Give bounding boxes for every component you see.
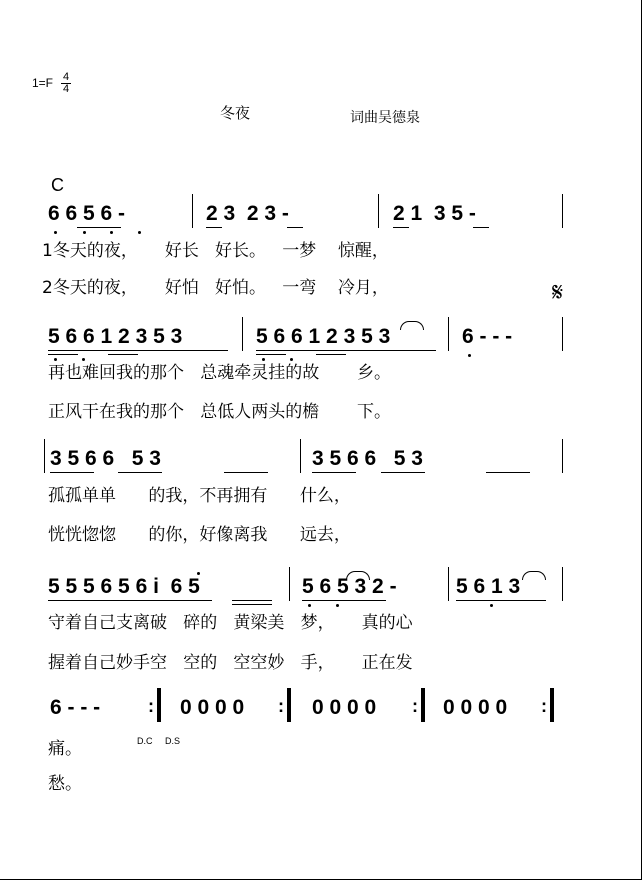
measure-notes: 0 0 0 0 [443,696,508,719]
low-octave-dot [490,604,493,607]
repeat-colon: : [541,696,547,716]
measure-notes: 5 5 5 6 5 6 i 6 5 [48,575,200,598]
underline [287,227,303,228]
underline [473,227,489,228]
tie-arc [400,321,424,330]
measure-notes: 6 6 5 6 - [48,202,126,225]
underline [108,354,138,355]
underline [232,604,272,605]
repeat-colon: : [148,696,154,716]
low-octave-dot [308,604,311,607]
underline [302,600,386,601]
bar-line [289,567,290,601]
measure-notes: 3 5 6 6 5 3 [312,447,423,470]
low-octave-dot [83,231,86,234]
low-octave-dot [336,604,339,607]
bar-line [378,194,379,228]
underline [393,227,409,228]
bar-line [300,439,301,473]
tie-arc [346,571,370,580]
underline [486,472,530,473]
repeat-bar-line [421,688,425,722]
lyric-line: 愁。 [48,774,82,794]
low-octave-dot [138,231,141,234]
bar-line [192,194,193,228]
underline [224,472,268,473]
underline [256,354,286,355]
measure-notes: 6 - - - [462,325,513,348]
bar-line [448,567,449,601]
underline [206,227,222,228]
underline [77,227,121,228]
measure-notes: 0 0 0 0 [180,696,245,719]
time-signature [61,72,71,95]
underline [48,600,212,601]
lyric-line: 痛。 [48,739,82,759]
underline [118,472,162,473]
lyric-line: 恍恍惚惚 的你，好像离我 远去， [48,525,351,545]
key-signature: 1=F [32,76,54,90]
bar-line [562,439,563,473]
underline [50,472,94,473]
lyric-line: 再也难回我的那个 总魂牵灵挂的故 乡。 [48,363,392,383]
underline [232,600,272,601]
underline [256,350,436,351]
bar-line [44,439,45,473]
bar-line [448,317,449,351]
song-title: 冬夜 [220,104,251,122]
measure-notes: 6 - - - [50,696,101,719]
repeat-bar-line [550,688,554,722]
measure-notes: 5 6 1 3 [456,575,521,598]
bar-line [562,567,563,601]
underline [316,354,346,355]
bar-line [242,317,243,351]
song-credit: 词曲吴德泉 [350,110,420,126]
tie-arc [522,571,546,580]
measure-notes: 0 0 0 0 [312,696,377,719]
dc-mark: D.C [137,736,153,746]
repeat-bar-line [287,688,291,722]
lyric-line: 孤孤单单 的我，不再拥有 什么， [48,486,351,506]
high-octave-dot [197,572,200,575]
ds-mark: D.S [165,736,181,746]
underline [48,350,228,351]
time-signature-top: 4 [62,71,70,83]
bar-line [562,194,563,228]
repeat-colon: : [278,696,284,716]
lyric-line: 握着自己妙手空 空的 空空妙 手， 正在发 [48,653,413,673]
underline [312,472,356,473]
segno-icon: 𝄋 [552,278,564,308]
underline [48,354,78,355]
lyric-line: 守着自己支离破 碎的 黄梁美 梦， 真的心 [48,613,413,633]
measure-notes: 2 3 2 3 - [206,202,289,225]
repeat-colon: : [412,696,418,716]
underline [456,600,546,601]
lyric-line: 1冬天的夜， 好长 好长。 一梦 惊醒， [42,241,389,261]
time-signature-bottom: 4 [62,83,70,95]
low-octave-dot [468,354,471,357]
lyric-line: 2冬天的夜， 好怕 好怕。 一弯 冷月， [42,278,389,298]
low-octave-dot [54,231,57,234]
measure-notes: 5 6 6 1 2 3 5 3 [256,325,391,348]
measure-notes: 5 6 5 3 2 - [302,575,397,598]
low-octave-dot [110,231,113,234]
chord-symbol: C [51,175,64,195]
repeat-bar-line [157,688,161,722]
lyric-line: 正风干在我的那个 总低人两头的檐 下。 [48,402,392,422]
measure-notes: 2 1 3 5 - [393,202,476,225]
bar-line [562,317,563,351]
underline [381,472,425,473]
measure-notes: 3 5 6 6 5 3 [50,447,161,470]
measure-notes: 5 6 6 1 2 3 5 3 [48,325,183,348]
score-system-5 [0,696,643,746]
